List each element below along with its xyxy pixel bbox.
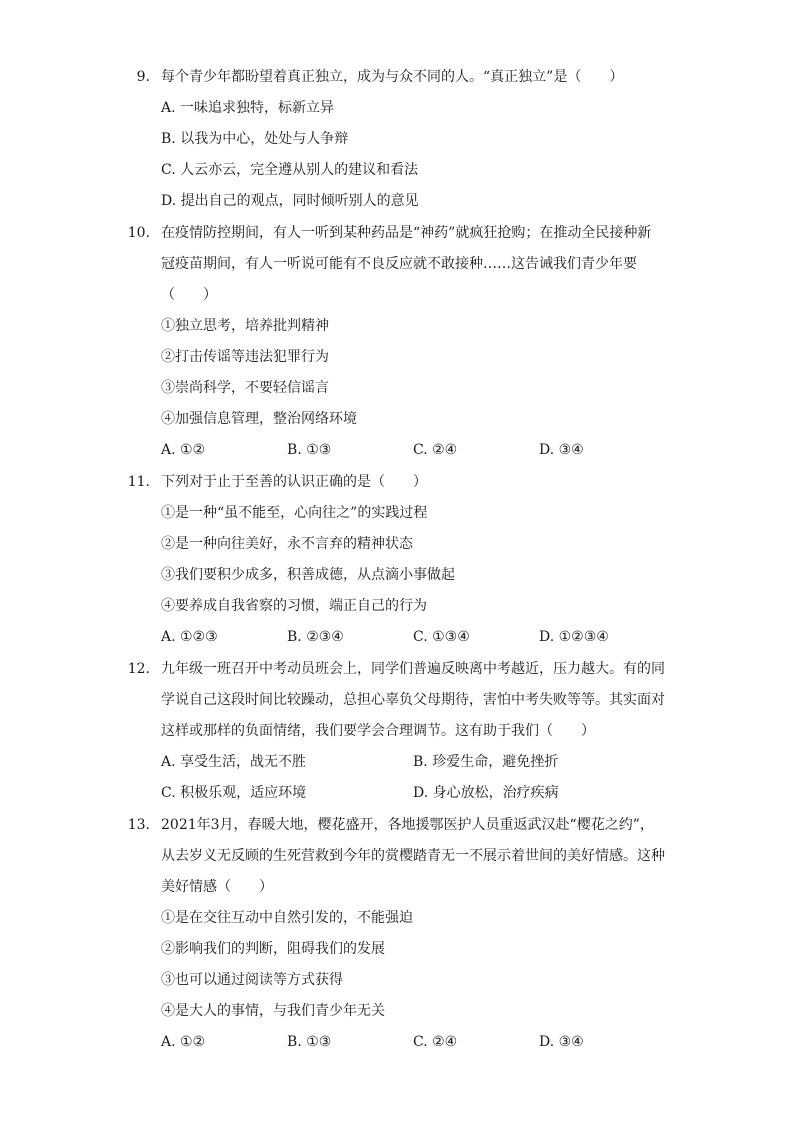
- option-c: C. 人云亦云，完全遵从别人的建议和看法: [161, 162, 419, 178]
- question-number: 10.: [127, 225, 150, 241]
- option-d: D. 身心放松，治疗疾病: [413, 785, 559, 801]
- question-stem: 2021年3月，春暖大地，樱花盛开，各地援鄂医护人员重返武汉赴“樱花之约”，: [161, 817, 654, 833]
- option-b: B. 以我为中心，处处与人争辩: [161, 131, 349, 147]
- question-number: 13.: [127, 817, 150, 833]
- answer-parentheses: （ ）: [161, 287, 217, 303]
- statement-4: ④是大人的事情，与我们青少年无关: [161, 1003, 385, 1019]
- option-b: B. ①③: [287, 442, 332, 458]
- option-d: D. ③④: [539, 442, 584, 458]
- question-stem: 这样或那样的负面情绪，我们要学会合理调节。这有助于我们（ ）: [161, 723, 595, 739]
- option-a: A. 一味追求独特，标新立异: [161, 100, 335, 116]
- question-stem: 冠疫苗期间，有人一听说可能有不良反应就不敢接种……这告诫我们青少年要: [161, 256, 637, 272]
- statement-1: ①独立思考，培养批判精神: [161, 318, 329, 334]
- statement-2: ②是一种向往美好，永不言弃的精神状态: [161, 536, 413, 552]
- question-stem: 九年级一班召开中考动员班会上，同学们普遍反映离中考越近，压力越大。有的同: [161, 661, 665, 677]
- question-stem: 学说自己这段时间比较躁动，总担心辜负父母期待，害怕中考失败等等。其实面对: [161, 692, 665, 708]
- question-stem: 每个青少年都盼望着真正独立，成为与众不同的人。“真正独立”是（ ）: [161, 69, 624, 85]
- statement-3: ③我们要积少成多，积善成德，从点滴小事做起: [161, 567, 455, 583]
- option-b: B. ①③: [287, 1034, 332, 1050]
- statement-4: ④加强信息管理，整治网络环境: [161, 411, 357, 427]
- option-b: B. ②③④: [287, 629, 344, 645]
- statement-2: ②影响我们的判断，阻碍我们的发展: [161, 941, 385, 957]
- option-a: A. 享受生活，战无不胜: [161, 754, 307, 770]
- question-stem: 从去岁义无反顾的生死营救到今年的赏樱踏青无一不展示着世间的美好情感。这种: [161, 848, 665, 864]
- option-c: C. ②④: [413, 442, 458, 458]
- statement-2: ②打击传谣等违法犯罪行为: [161, 349, 329, 365]
- option-c: C. ①③④: [413, 629, 470, 645]
- question-stem: 在疫情防控期间，有人一听到某种药品是“神药”就疯狂抢购；在推动全民接种新: [161, 225, 652, 241]
- option-d: D. ①②③④: [539, 629, 609, 645]
- option-a: A. ①②③: [161, 629, 218, 645]
- option-a: A. ①②: [161, 442, 206, 458]
- question-stem: 下列对于止于至善的认识正确的是（ ）: [161, 474, 427, 490]
- question-number: 12.: [127, 661, 150, 677]
- question-number: 11.: [127, 474, 150, 490]
- option-b: B. 珍爱生命，避免挫折: [413, 754, 559, 770]
- statement-3: ③崇尚科学，不要轻信谣言: [161, 380, 329, 396]
- statement-1: ①是一种“虽不能至，心向往之”的实践过程: [161, 505, 428, 521]
- option-d: D. ③④: [539, 1034, 584, 1050]
- option-d: D. 提出自己的观点，同时倾听别人的意见: [161, 193, 419, 209]
- question-number: 9.: [136, 69, 150, 85]
- option-c: C. ②④: [413, 1034, 458, 1050]
- statement-3: ③也可以通过阅读等方式获得: [161, 972, 343, 988]
- option-c: C. 积极乐观，适应环境: [161, 785, 307, 801]
- option-a: A. ①②: [161, 1034, 206, 1050]
- question-stem: 美好情感（ ）: [161, 879, 273, 895]
- statement-1: ①是在交往互动中自然引发的，不能强迫: [161, 910, 413, 926]
- statement-4: ④要养成自我省察的习惯，端正自己的行为: [161, 598, 427, 614]
